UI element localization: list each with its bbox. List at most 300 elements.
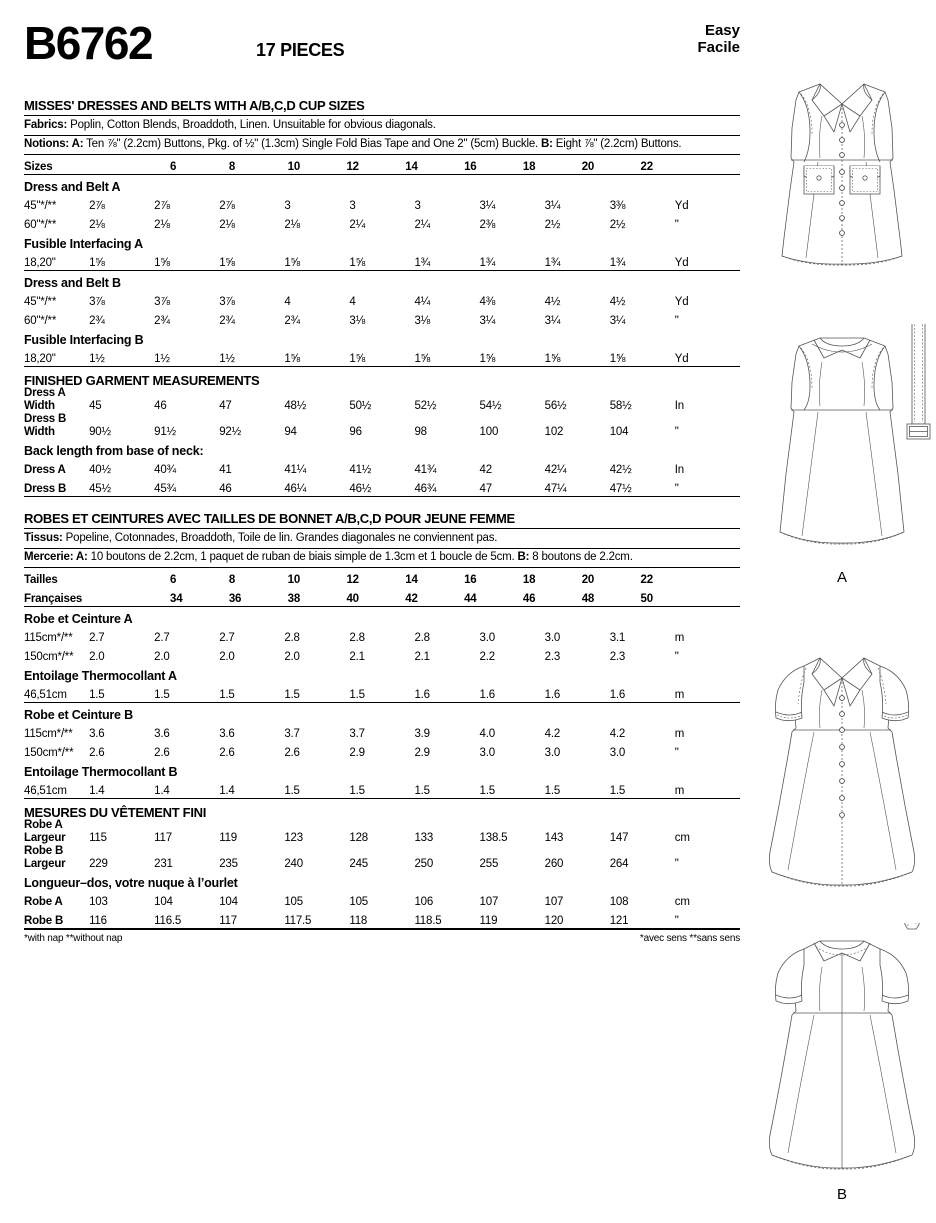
size-col-4: 14 — [405, 161, 418, 173]
french-sizes-label: Françaises — [24, 593, 83, 605]
cell: 3⅛ — [414, 315, 431, 327]
unit-cell — [699, 587, 740, 606]
cell: 3⅞ — [154, 296, 170, 308]
row-label: Dress B Width — [24, 413, 67, 438]
cell: 4¼ — [414, 296, 431, 308]
cell: 2.2 — [479, 651, 495, 663]
row-label: 60"*/** — [24, 219, 57, 231]
row-label: Robe A — [24, 896, 63, 908]
row-label: 45"*/** — [24, 200, 57, 212]
size-col-7: 20 — [581, 574, 595, 586]
cell: 41¼ — [284, 464, 307, 476]
row-label: 115cm*/** — [24, 632, 73, 644]
row-label: Robe A Largeur — [24, 819, 66, 844]
cell: 2.8 — [349, 632, 365, 644]
size-col-7: 20 — [581, 161, 595, 173]
row-unit: In — [674, 400, 684, 412]
row-unit: " — [674, 651, 679, 663]
backlength-heading: Back length from base of neck: — [24, 444, 204, 458]
cell: 1⅝ — [89, 257, 105, 269]
table-row — [24, 251, 740, 270]
cell: 47 — [479, 483, 492, 495]
french-sizes-table — [24, 568, 740, 606]
french-fabric-requirements-table-a — [24, 607, 740, 702]
section-heading-row — [24, 175, 740, 194]
cell: 48½ — [284, 400, 307, 412]
cell: 2.3 — [544, 651, 561, 663]
cell: 260 — [544, 858, 564, 870]
section-heading: Entoilage Thermocollant A — [24, 669, 177, 683]
english-fabric-requirements-table — [24, 175, 740, 270]
cell: 47 — [219, 400, 232, 412]
cell: 47½ — [609, 483, 632, 495]
cell: 1.5 — [609, 785, 626, 797]
cell: 117 — [219, 915, 237, 927]
cell: 4.2 — [544, 728, 561, 740]
cell: 1.6 — [414, 689, 430, 701]
cell: 107 — [479, 896, 499, 908]
cell: 116.5 — [154, 915, 182, 927]
cell: 4.0 — [479, 728, 495, 740]
cell: 3.7 — [284, 728, 300, 740]
section-heading-row — [24, 703, 740, 722]
cell: 41¾ — [414, 464, 437, 476]
cell: 46½ — [349, 483, 372, 495]
cell: 47¼ — [544, 483, 567, 495]
cell: 3¼ — [609, 315, 626, 327]
cell: 231 — [154, 858, 173, 870]
english-finished-measurements-table — [24, 367, 740, 496]
belt-b-illustration — [904, 923, 932, 929]
divider — [24, 496, 740, 497]
backlength-heading-row — [24, 871, 740, 890]
fabrics-label: Fabrics: — [24, 118, 68, 131]
difficulty-french: Facile — [697, 39, 740, 56]
section-heading-row — [24, 232, 740, 251]
cell: 45½ — [89, 483, 111, 495]
cell: 2.7 — [154, 632, 170, 644]
difficulty-english: Easy — [704, 22, 740, 39]
size-col-5: 16 — [464, 161, 477, 173]
cell: 255 — [479, 858, 499, 870]
cell: 1⅝ — [544, 353, 561, 365]
cell: 102 — [544, 426, 564, 438]
section-heading-row — [24, 271, 740, 290]
cell: 2¼ — [414, 219, 431, 231]
cell: 235 — [219, 858, 238, 870]
size-col-1: 8 — [228, 161, 236, 173]
section-heading-row — [24, 328, 740, 347]
cell: 1.5 — [284, 689, 300, 701]
cell: 3.0 — [479, 747, 495, 759]
cell: 2¾ — [219, 315, 235, 327]
cell: 2.0 — [219, 651, 235, 663]
table-row — [24, 683, 740, 702]
cell: 264 — [609, 858, 629, 870]
cell: 46¼ — [284, 483, 307, 495]
cell: 46 — [219, 483, 232, 495]
notions-label-a: Notions: A: — [24, 138, 84, 150]
french-fabric-requirements-table-b — [24, 703, 740, 798]
cell: 1.5 — [414, 785, 430, 797]
row-unit: " — [674, 315, 679, 327]
cell: 147 — [609, 832, 629, 844]
table-row — [24, 779, 740, 798]
notions-label-b-fr: B: — [517, 551, 530, 563]
cell: 42½ — [609, 464, 632, 476]
cell: 103 — [89, 896, 108, 908]
cell: 4⅜ — [479, 296, 496, 308]
cell: 3.7 — [349, 728, 365, 740]
notions-label-b: B: — [541, 138, 553, 150]
cell: 104 — [609, 426, 629, 438]
cell: 2⅞ — [219, 200, 235, 212]
cell: 2.8 — [414, 632, 430, 644]
pieces-count: 17 PIECES — [256, 40, 345, 60]
cell: 1⅝ — [349, 353, 365, 365]
divider — [24, 928, 740, 930]
table-row — [24, 819, 740, 845]
cell: 2.3 — [609, 651, 626, 663]
pattern-number: B6762 — [24, 17, 153, 69]
cell: 48 — [581, 593, 595, 605]
cell: 250 — [414, 858, 434, 870]
row-unit: Yd — [674, 257, 689, 269]
table-row — [24, 387, 740, 413]
notions-text-a: Ten ⅞" (2.2cm) Buttons, Pkg. of ½" (1.3cm) Single Fold Bias Tape and One 2" (5cm) Buckle. — [83, 138, 542, 150]
cell: 3.0 — [609, 747, 626, 759]
size-col-8: 22 — [640, 161, 653, 173]
cell: 3⅞ — [89, 296, 105, 308]
cell: 2½ — [609, 219, 626, 231]
cell: 2¾ — [154, 315, 170, 327]
table-row — [24, 645, 740, 664]
cell: 2.8 — [284, 632, 300, 644]
cell: 3⅜ — [609, 200, 626, 212]
cell: 3⅞ — [219, 296, 235, 308]
cell: 245 — [349, 858, 368, 870]
cell: 1¾ — [414, 257, 431, 269]
view-a-label: A — [836, 569, 848, 586]
row-unit: In — [674, 464, 684, 476]
footnote-english: *with nap **without nap — [24, 933, 123, 944]
cell: 2.1 — [414, 651, 430, 663]
cell: 3.9 — [414, 728, 430, 740]
row-label: 45"*/** — [24, 296, 57, 308]
row-unit: m — [674, 728, 685, 740]
cell: 1½ — [89, 353, 105, 365]
notions-label-a-fr: Mercerie: A: — [24, 551, 88, 563]
cell: 1⅝ — [349, 257, 365, 269]
cell: 50 — [640, 593, 653, 605]
table-row — [24, 413, 740, 439]
cell: 44 — [464, 593, 477, 605]
cell: 4 — [349, 296, 356, 308]
cell: 2¼ — [349, 219, 365, 231]
table-row — [24, 890, 740, 909]
cell: 119 — [479, 915, 498, 927]
cell: 36 — [228, 593, 242, 605]
cell: 1.5 — [284, 785, 300, 797]
table-row-sizes-header — [24, 155, 740, 174]
row-label: 18,20" — [24, 257, 56, 269]
cell: 40 — [346, 593, 359, 605]
cell: 2¾ — [284, 315, 300, 327]
row-unit: " — [674, 483, 679, 495]
cell: 3¼ — [479, 315, 496, 327]
specification-text-column — [24, 17, 740, 949]
view-b-back-illustration — [752, 923, 932, 1223]
cell: 2.7 — [89, 632, 105, 644]
cell: 100 — [479, 426, 499, 438]
unit-cell — [699, 568, 740, 587]
row-unit: " — [674, 858, 679, 870]
fgm-heading-fr: MESURES DU VÊTEMENT FINI — [24, 805, 207, 820]
view-a-front-illustration — [752, 70, 932, 330]
english-fabrics-line — [24, 116, 740, 135]
cell: 116 — [89, 915, 107, 927]
size-col-2: 10 — [287, 161, 301, 173]
row-unit: Yd — [674, 296, 689, 308]
french-notions-line — [24, 549, 740, 568]
cell: 2⅞ — [154, 200, 170, 212]
row-label: 115cm*/** — [24, 728, 73, 740]
row-label: Dress A — [24, 464, 66, 476]
cell: 54½ — [479, 400, 502, 412]
cell: 4½ — [609, 296, 626, 308]
belt-a-illustration — [907, 324, 930, 439]
fgm-heading-row — [24, 367, 740, 387]
size-col-2: 10 — [287, 574, 301, 586]
fgm-heading: FINISHED GARMENT MEASUREMENTS — [24, 373, 260, 388]
cell: 117 — [154, 832, 172, 844]
section-heading: Fusible Interfacing A — [24, 237, 143, 251]
cell: 1.5 — [479, 785, 495, 797]
cell: 123 — [284, 832, 303, 844]
size-col-3: 12 — [346, 574, 359, 586]
cell: 4½ — [544, 296, 561, 308]
cell: 3 — [349, 200, 356, 212]
row-label: Dress B — [24, 483, 67, 495]
cell: 34 — [170, 593, 183, 605]
section-heading-row — [24, 760, 740, 779]
size-col-8: 22 — [640, 574, 653, 586]
fabrics-text-fr: Popeline, Cotonnades, Broaddoth, Toile de lin. Grandes diagonales ne conviennent pas. — [62, 531, 498, 544]
english-title: MISSES' DRESSES AND BELTS WITH A/B,C,D CUP SIZES — [24, 98, 365, 113]
cell: 1.5 — [89, 689, 105, 701]
cell: 1.4 — [89, 785, 105, 797]
cell: 1.5 — [349, 689, 365, 701]
notions-text-b-fr: 8 boutons de 2.2cm. — [529, 551, 633, 563]
garment-illustrations — [752, 70, 932, 1203]
table-row — [24, 722, 740, 741]
footnote-row — [24, 933, 740, 949]
section-heading: Robe et Ceinture A — [24, 612, 133, 626]
cell: 98 — [414, 426, 427, 438]
row-unit: m — [674, 785, 685, 797]
table-row-french-sizes — [24, 587, 740, 606]
cell: 1.6 — [544, 689, 561, 701]
size-col-6: 18 — [522, 574, 536, 586]
french-title: ROBES ET CEINTURES AVEC TAILLES DE BONNET A/B,C,D POUR JEUNE FEMME — [24, 511, 515, 526]
size-col-0: 6 — [170, 161, 177, 173]
table-row — [24, 194, 740, 213]
cell: 104 — [219, 896, 238, 908]
french-fabrics-line — [24, 529, 740, 548]
header-row — [24, 17, 740, 84]
table-row — [24, 213, 740, 232]
view-b-label: B — [836, 1186, 848, 1203]
section-heading: Dress and Belt B — [24, 276, 121, 290]
cell: 143 — [544, 832, 564, 844]
sizes-label: Sizes — [24, 161, 53, 173]
cell: 4.2 — [609, 728, 626, 740]
table-row — [24, 909, 740, 928]
cell: 58½ — [609, 400, 632, 412]
cell: 3.0 — [544, 632, 561, 644]
row-label: 150cm*/** — [24, 747, 74, 759]
row-unit: " — [674, 219, 679, 231]
row-unit: m — [674, 689, 685, 701]
row-unit: cm — [674, 896, 690, 908]
cell: 2¾ — [89, 315, 105, 327]
cell: 41½ — [349, 464, 372, 476]
cell: 1⅝ — [479, 353, 496, 365]
cell: 42 — [405, 593, 418, 605]
cell: 40¾ — [154, 464, 176, 476]
difficulty-rating — [697, 22, 740, 56]
row-label: Robe B — [24, 915, 64, 927]
cell: 3.1 — [609, 632, 626, 644]
cell: 1⅝ — [609, 353, 626, 365]
cell: 2⅛ — [89, 219, 105, 231]
row-label: 150cm*/** — [24, 651, 74, 663]
table-row — [24, 741, 740, 760]
cell: 3.6 — [154, 728, 170, 740]
english-notions-line — [24, 136, 740, 155]
cell: 90½ — [89, 426, 111, 438]
row-unit: m — [674, 632, 685, 644]
cell: 1.5 — [219, 689, 235, 701]
row-unit: cm — [674, 832, 690, 844]
backlength-heading-row — [24, 439, 740, 458]
size-col-4: 14 — [405, 574, 418, 586]
cell: 138.5 — [479, 832, 508, 844]
cell: 107 — [544, 896, 564, 908]
cell: 1⅝ — [219, 257, 235, 269]
cell: 45 — [89, 400, 102, 412]
cell: 94 — [284, 426, 297, 438]
cell: 92½ — [219, 426, 242, 438]
cell: 56½ — [544, 400, 567, 412]
cell: 1.5 — [154, 689, 170, 701]
table-row — [24, 290, 740, 309]
cell: 2.0 — [284, 651, 300, 663]
cell: 40½ — [89, 464, 111, 476]
cell: 2.9 — [414, 747, 430, 759]
cell: 42¼ — [544, 464, 567, 476]
row-label: Dress A Width — [24, 387, 66, 412]
cell: 2.7 — [219, 632, 235, 644]
cell: 41 — [219, 464, 232, 476]
cell: 121 — [609, 915, 629, 927]
cell: 50½ — [349, 400, 372, 412]
notions-text-b: Eight ⅞" (2.2cm) Buttons. — [552, 138, 682, 150]
cell: 240 — [284, 858, 303, 870]
cell: 3¼ — [544, 200, 561, 212]
section-heading: Dress and Belt A — [24, 180, 121, 194]
row-label: 46,51cm — [24, 785, 67, 797]
table-row — [24, 845, 740, 871]
view-a-back-illustration — [752, 324, 932, 614]
cell: 133 — [414, 832, 434, 844]
table-row — [24, 309, 740, 328]
section-heading-row — [24, 607, 740, 626]
cell: 105 — [284, 896, 303, 908]
row-unit: " — [674, 426, 679, 438]
cell: 1.5 — [544, 785, 561, 797]
cell: 118 — [349, 915, 368, 927]
cell: 3 — [284, 200, 291, 212]
cell: 108 — [609, 896, 629, 908]
cell: 118.5 — [414, 915, 442, 927]
cell: 1.4 — [219, 785, 235, 797]
table-row — [24, 626, 740, 645]
cell: 2.6 — [154, 747, 170, 759]
section-heading: Entoilage Thermocollant B — [24, 765, 178, 779]
cell: 2.6 — [219, 747, 235, 759]
size-col-0: 6 — [170, 574, 177, 586]
row-unit: Yd — [674, 353, 689, 365]
cell: 3 — [414, 200, 421, 212]
cell: 1.5 — [349, 785, 365, 797]
cell: 46¾ — [414, 483, 437, 495]
table-row-sizes-header-fr — [24, 568, 740, 587]
fabrics-label-fr: Tissus: — [24, 531, 63, 544]
cell: 105 — [349, 896, 368, 908]
cell: 3¼ — [479, 200, 496, 212]
unit-cell — [699, 155, 740, 174]
cell: 104 — [154, 896, 173, 908]
row-label: Robe B Largeur — [24, 845, 66, 870]
cell: 3.0 — [544, 747, 561, 759]
table-row — [24, 347, 740, 366]
fgm-heading-row — [24, 799, 740, 819]
row-unit: " — [674, 747, 679, 759]
cell: 96 — [349, 426, 362, 438]
cell: 1¾ — [544, 257, 561, 269]
cell: 119 — [219, 832, 237, 844]
cell: 3.0 — [479, 632, 495, 644]
cell: 42 — [479, 464, 492, 476]
cell: 128 — [349, 832, 368, 844]
notions-text-a-fr: 10 boutons de 2.2cm, 1 paquet de ruban de biais simple de 1.3cm et 1 boucle de 5cm. — [87, 551, 518, 563]
view-b-front-illustration — [752, 642, 932, 927]
cell: 45¾ — [154, 483, 176, 495]
cell: 3.6 — [89, 728, 105, 740]
cell: 2⅛ — [154, 219, 170, 231]
backlength-heading-fr: Longueur–dos, votre nuque à l’ourlet — [24, 876, 238, 890]
cell: 229 — [89, 858, 108, 870]
cell: 4 — [284, 296, 291, 308]
cell: 115 — [89, 832, 107, 844]
cell: 1⅝ — [284, 353, 300, 365]
cell: 3¼ — [544, 315, 561, 327]
section-heading: Fusible Interfacing B — [24, 333, 144, 347]
french-finished-measurements-table — [24, 799, 740, 928]
table-row — [24, 477, 740, 496]
cell: 2½ — [544, 219, 561, 231]
